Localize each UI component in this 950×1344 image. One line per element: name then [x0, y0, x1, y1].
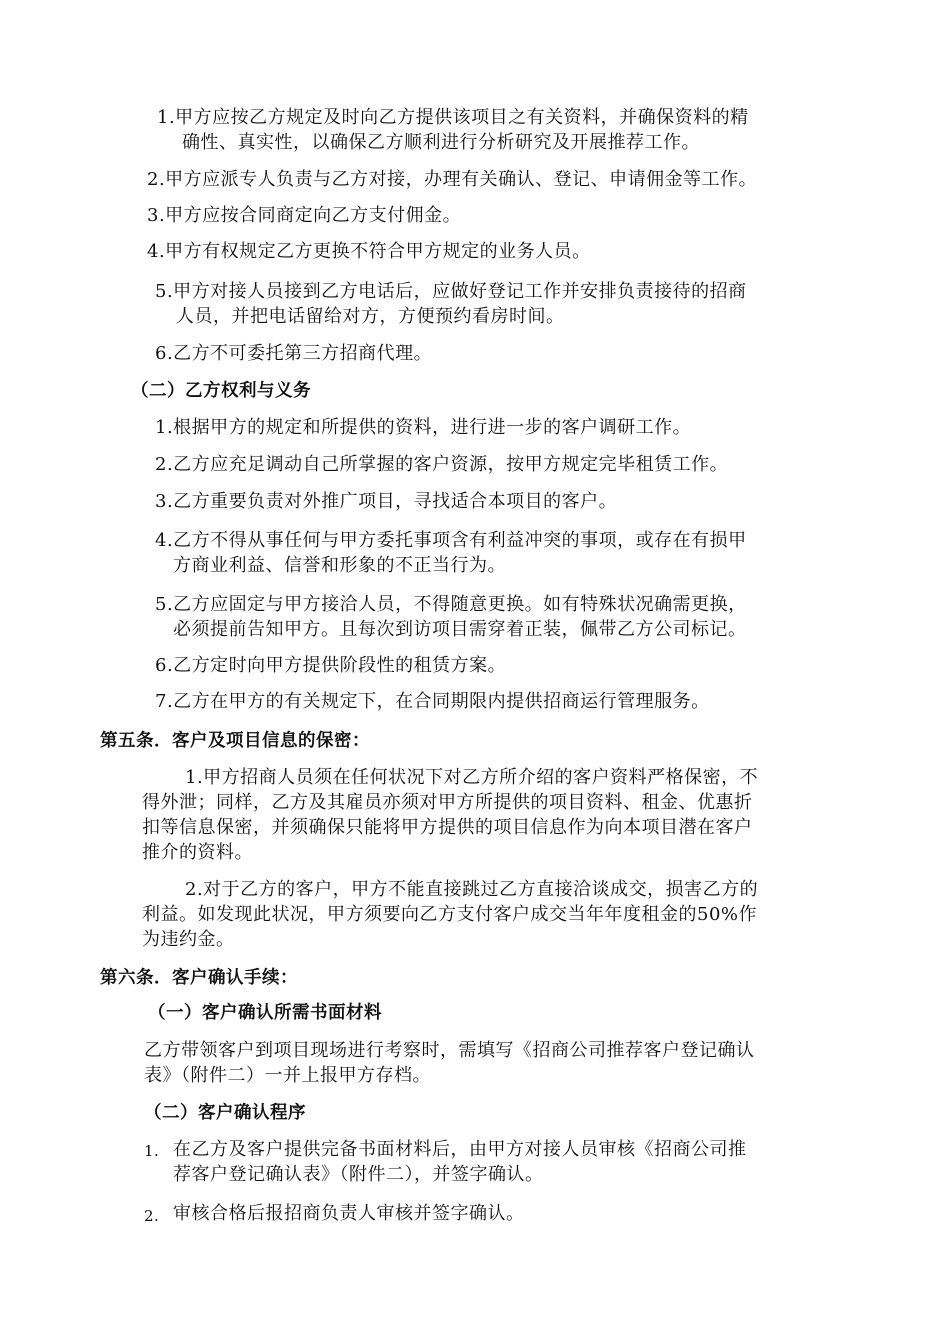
article-6-subsection-1-line-1: 乙方带领客户到项目现场进行考察时，需填写《招商公司推荐客户登记确认 — [144, 1040, 755, 1061]
party-a-item-6: 6.乙方不可委托第三方招商代理。 — [155, 343, 433, 364]
step-1-line-1: 在乙方及客户提供完备书面材料后，由甲方对接人员审核《招商公司推 — [173, 1139, 747, 1160]
party-a-item-4: 4.甲方有权规定乙方更换不符合甲方规定的业务人员。 — [147, 241, 591, 262]
party-a-item-1-line-1: 1.甲方应按乙方规定及时向乙方提供该项目之有关资料，并确保资料的精 — [157, 107, 749, 128]
step-1-line-2: 荐客户登记确认表》（附件二），并签字确认。 — [173, 1164, 544, 1185]
party-b-item-7: 7.乙方在甲方的有关规定下，在合同期限内提供招商运行管理服务。 — [155, 691, 710, 712]
party-b-item-3: 3.乙方重要负责对外推广项目，寻找适合本项目的客户。 — [155, 491, 618, 512]
party-b-item-2: 2.乙方应充足调动自己所掌握的客户资源，按甲方规定完毕租赁工作。 — [155, 454, 729, 475]
step-1-number: 1. — [144, 1142, 160, 1160]
article-5-heading: 第五条．客户及项目信息的保密： — [100, 731, 370, 751]
article-6-subsection-2-heading: （二）客户确认程序 — [144, 1103, 306, 1123]
party-b-item-1: 1.根据甲方的规定和所提供的资料，进行进一步的客户调研工作。 — [155, 417, 692, 438]
party-b-heading: （二）乙方权利与义务 — [131, 381, 311, 401]
party-a-item-1-line-2: 确性、真实性，以确保乙方顺利进行分析研究及开展推荐工作。 — [182, 132, 700, 153]
party-b-item-4-line-2: 方商业利益、信誉和形象的不正当行为。 — [173, 555, 506, 576]
party-a-item-3: 3.甲方应按合同商定向乙方支付佣金。 — [147, 205, 462, 226]
article-6-heading: 第六条．客户确认手续： — [100, 968, 298, 988]
party-b-item-5-line-2: 必须提前告知甲方。且每次到访项目需穿着正装，佩带乙方公司标记。 — [173, 619, 747, 640]
party-a-item-5-line-1: 5.甲方对接人员接到乙方电话后，应做好登记工作并安排负责接待的招商 — [155, 281, 747, 302]
article-5-paragraph-2-line-2: 利益。如发现此状况，甲方须要向乙方支付客户成交当年年度租金的50%作 — [142, 904, 758, 925]
party-b-item-6: 6.乙方定时向甲方提供阶段性的租赁方案。 — [155, 655, 507, 676]
article-5-paragraph-1-line-2: 得外泄；同样，乙方及其雇员亦须对甲方所提供的项目资料、租金、优惠折 — [142, 792, 753, 813]
article-5-paragraph-1-line-3: 扣等信息保密，并须确保只能将甲方提供的项目信息作为向本项目潜在客户 — [142, 817, 753, 838]
party-a-item-2: 2.甲方应派专人负责与乙方对接，办理有关确认、登记、申请佣金等工作。 — [147, 169, 758, 190]
article-5-paragraph-1-line-1: 1.甲方招商人员须在任何状况下对乙方所介绍的客户资料严格保密，不 — [185, 767, 759, 788]
article-5-paragraph-2-line-1: 2.对于乙方的客户，甲方不能直接跳过乙方直接洽谈成交，损害乙方的 — [185, 879, 759, 900]
article-5-paragraph-2-line-3: 为违约金。 — [142, 929, 235, 950]
party-b-item-4-line-1: 4.乙方不得从事任何与甲方委托事项含有利益冲突的事项，或存在有损甲 — [155, 530, 747, 551]
article-6-subsection-1-line-2: 表》（附件二）一并上报甲方存档。 — [144, 1065, 431, 1086]
article-5-paragraph-1-line-4: 推介的资料。 — [142, 842, 253, 863]
step-2-number: 2. — [144, 1207, 160, 1225]
party-a-item-5-line-2: 人员，并把电话留给对方，方便预约看房时间。 — [176, 306, 565, 327]
step-2-line-1: 审核合格后报招商负责人审核并签字确认。 — [173, 1203, 525, 1224]
party-b-item-5-line-1: 5.乙方应固定与甲方接洽人员，不得随意更换。如有特殊状况确需更换， — [155, 594, 747, 615]
article-6-subsection-1-heading: （一）客户确认所需书面材料 — [148, 1003, 382, 1023]
